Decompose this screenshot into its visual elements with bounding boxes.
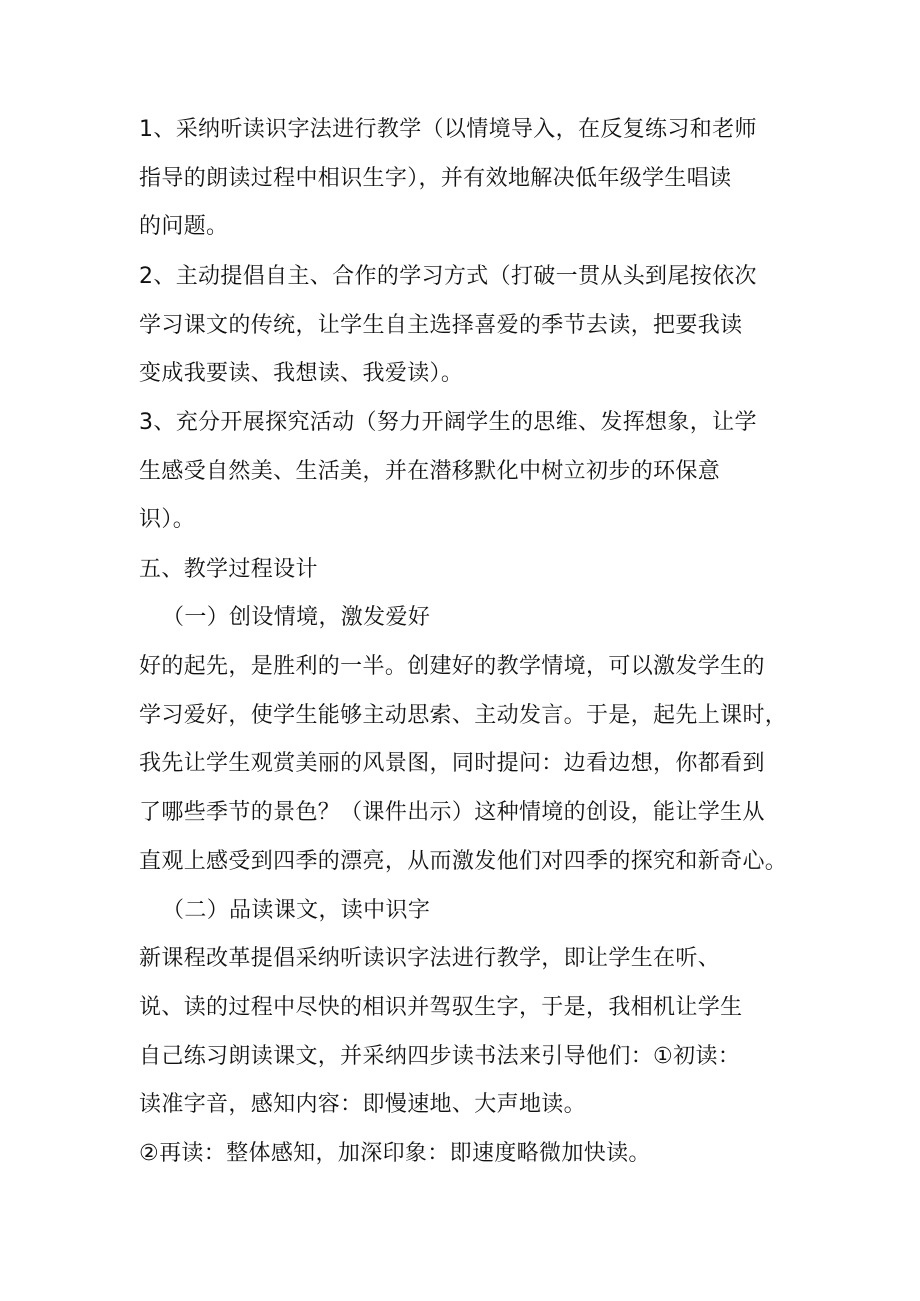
- paragraph-line: 好的起先，是胜利的一半。创建好的教学情境，可以激发学生的: [139, 654, 765, 679]
- paragraph-line: 学习课文的传统，让学生自主选择喜爱的季节去读，把要我读: [139, 313, 743, 338]
- paragraph-line: 变成我要读、我想读、我爱读）。: [139, 361, 464, 386]
- paragraph-line: 指导的朗读过程中相识生字），并有效地解决低年级学生唱读: [139, 166, 732, 191]
- paragraph-line: 学习爱好，使学生能够主动思索、主动发言。于是，起先上课时，: [139, 703, 788, 728]
- paragraph-line: ②再读：整体感知，加深印象：即速度略微加快读。: [139, 1141, 651, 1166]
- paragraph-line: 读准字音，感知内容：即慢速地、大声地读。: [139, 1092, 587, 1117]
- paragraph-line: 直观上感受到四季的漂亮，从而激发他们对四季的探究和新奇心。: [139, 849, 788, 874]
- paragraph-line: 2、主动提倡自主、合作的学习方式（打破一贯从头到尾按依次: [139, 264, 757, 289]
- paragraph-line: 识）。: [139, 507, 196, 532]
- paragraph-line: 1、采纳听读识字法进行教学（以情境导入，在反复练习和老师: [139, 117, 757, 142]
- paragraph-line: 新课程改革提倡采纳听读识字法进行教学，即让学生在听、: [139, 946, 721, 971]
- paragraph-line: 3、充分开展探究活动（努力开阔学生的思维、发挥想象，让学: [139, 410, 757, 435]
- section-heading: 五、教学过程设计: [139, 557, 318, 582]
- paragraph-line: 了哪些季节的景色？（课件出示）这种情境的创设，能让学生从: [139, 800, 765, 825]
- paragraph-line: 自己练习朗读课文，并采纳四步读书法来引导他们：①初读：: [139, 1044, 741, 1069]
- paragraph-line: 我先让学生观赏美丽的风景图，同时提问：边看边想，你都看到: [139, 751, 765, 776]
- paragraph-line: 的问题。: [139, 214, 229, 239]
- paragraph-line: 生感受自然美、生活美，并在潜移默化中树立初步的环保意: [139, 459, 721, 484]
- subsection-heading: （一）创设情境，激发爱好: [162, 605, 431, 630]
- subsection-heading: （二）品读课文，读中识字: [162, 898, 431, 923]
- paragraph-line: 说、读的过程中尽快的相识并驾驭生字，于是，我相机让学生: [139, 995, 743, 1020]
